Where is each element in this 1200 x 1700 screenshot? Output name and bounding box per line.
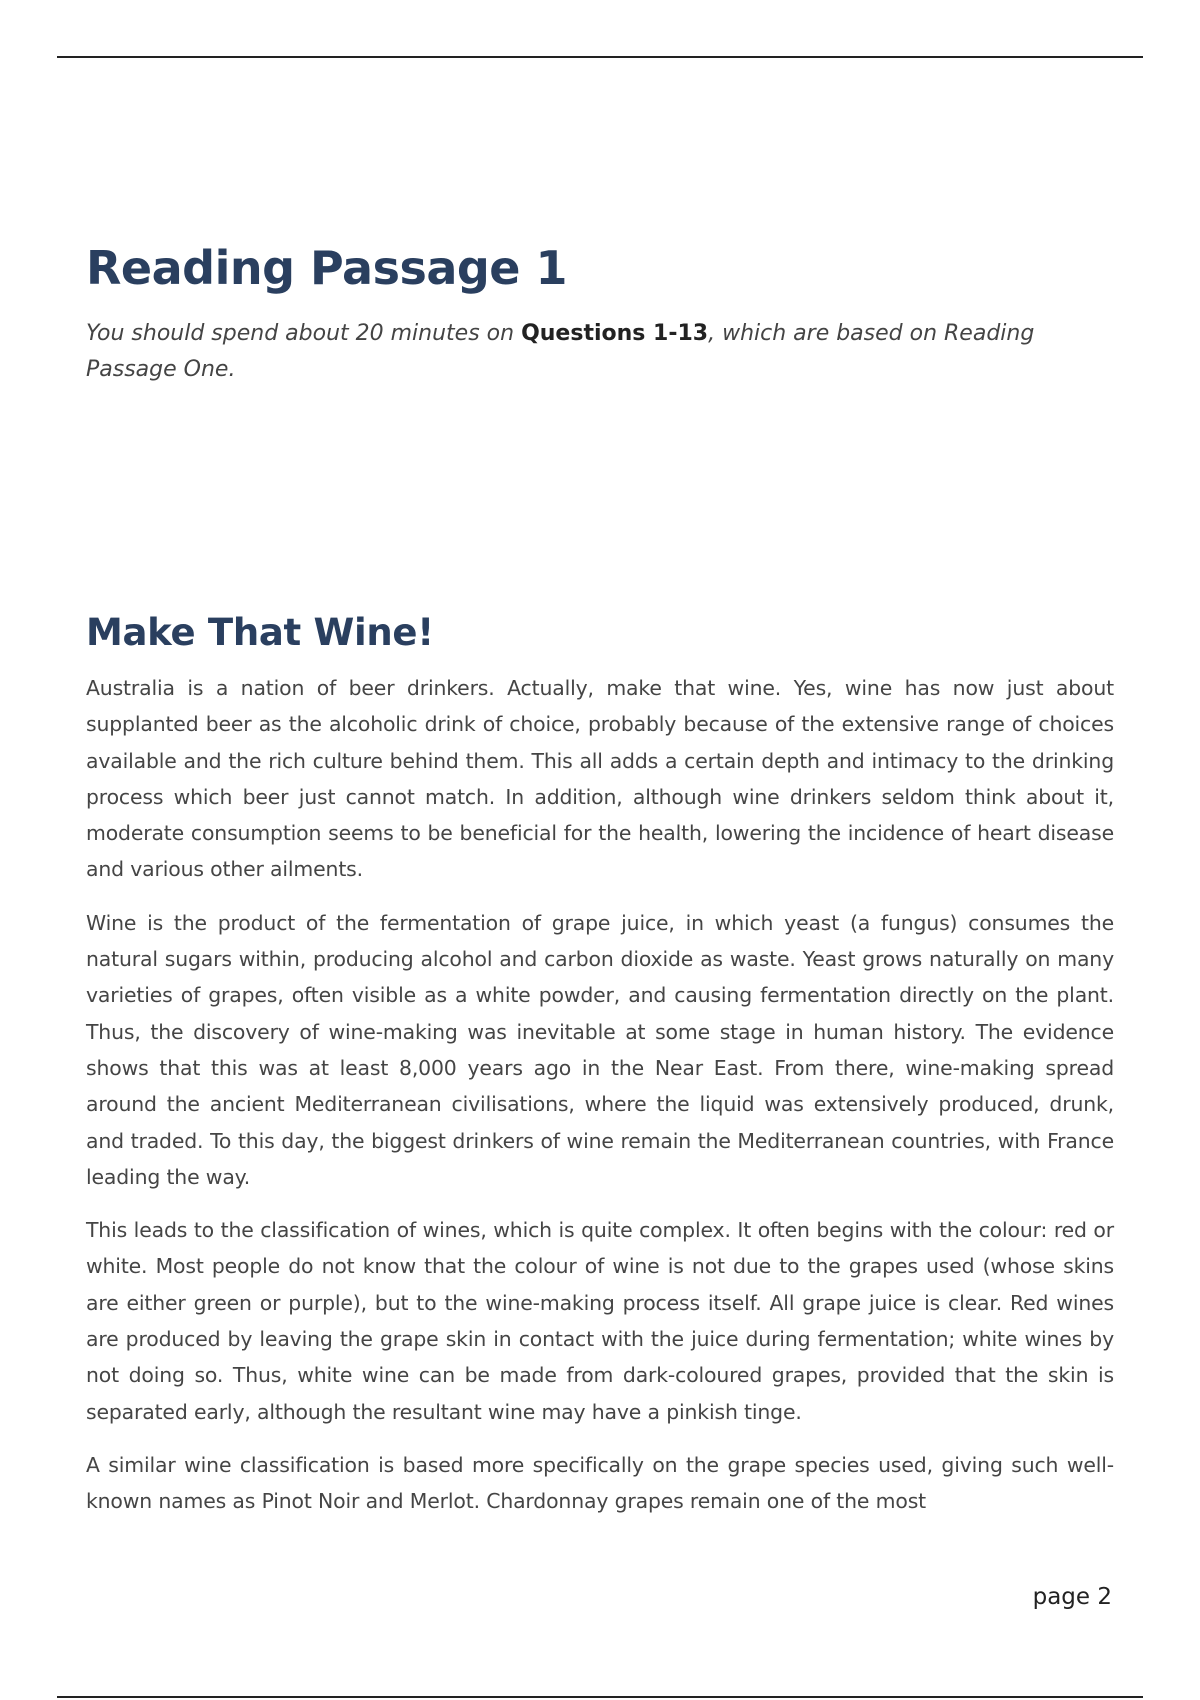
instructions-text: [86, 316, 1114, 388]
article-paragraph: This leads to the classification of wines, which is quite complex. It often begins with the colour: red or white. Most people do not know that the colour of wine is not due to the grapes used (whose skins are either green or purple), but to the wine-making process itself. All grape juice is clear. Red wines are produced by leaving the grape skin in contact with the juice during fermentation; white wines by not doing so. Thus, white wine can be made from dark-coloured grapes, provided that the skin is separated early, although the resultant wine may have a pinkish tinge.: [86, 1218, 1114, 1424]
article-title: Make That Wine!: [86, 611, 434, 654]
article-paragraph: Wine is the product of the fermentation of grape juice, in which yeast (a fungus) consumes the natural sugars within, producing alcohol and carbon dioxide as waste. Yeast grows naturally on many varieties of grapes, often visible as a white powder, and causing fermentation directly on the plant. Thus, the discovery of wine-making was inevitable at some stage in human history. The evidence shows that this was at least 8,000 years ago in the Near East. From there, wine-making spread around the ancient Mediterranean civilisations, where the liquid was extensively produced, drunk, and traded. To this day, the biggest drinkers of wine remain the Mediterranean countries, with France leading the way.: [86, 910, 1114, 1189]
top-rule: [57, 56, 1143, 58]
article-paragraph: A similar wine classification is based more specifically on the grape species used, giving such well-known names as Pinot Noir and Merlot. Chardonnay grapes remain one of the most: [86, 1452, 1114, 1514]
article-paragraph: Australia is a nation of beer drinkers. Actually, make that wine. Yes, wine has now just about supplanted beer as the alcoholic drink of choice, probably because of the extensive range of choices available and the rich culture behind them. This all adds a certain depth and intimacy to the drinking process which beer just cannot match. In addition, although wine drinkers seldom think about it, moderate consumption seems to be beneficial for the health, lowering the incidence of heart disease and various other ailments.: [86, 676, 1114, 882]
article-body: [86, 670, 1114, 1537]
passage-heading: Reading Passage 1: [86, 241, 568, 295]
instructions-lead: You should spend about 20 minutes on: [86, 321, 522, 346]
bottom-rule: [57, 1696, 1143, 1698]
page-number: page 2: [1032, 1584, 1112, 1610]
questions-reference: Questions 1-13: [521, 321, 709, 346]
instructions-tail: , which are based on Reading Passage One.: [86, 321, 1035, 382]
